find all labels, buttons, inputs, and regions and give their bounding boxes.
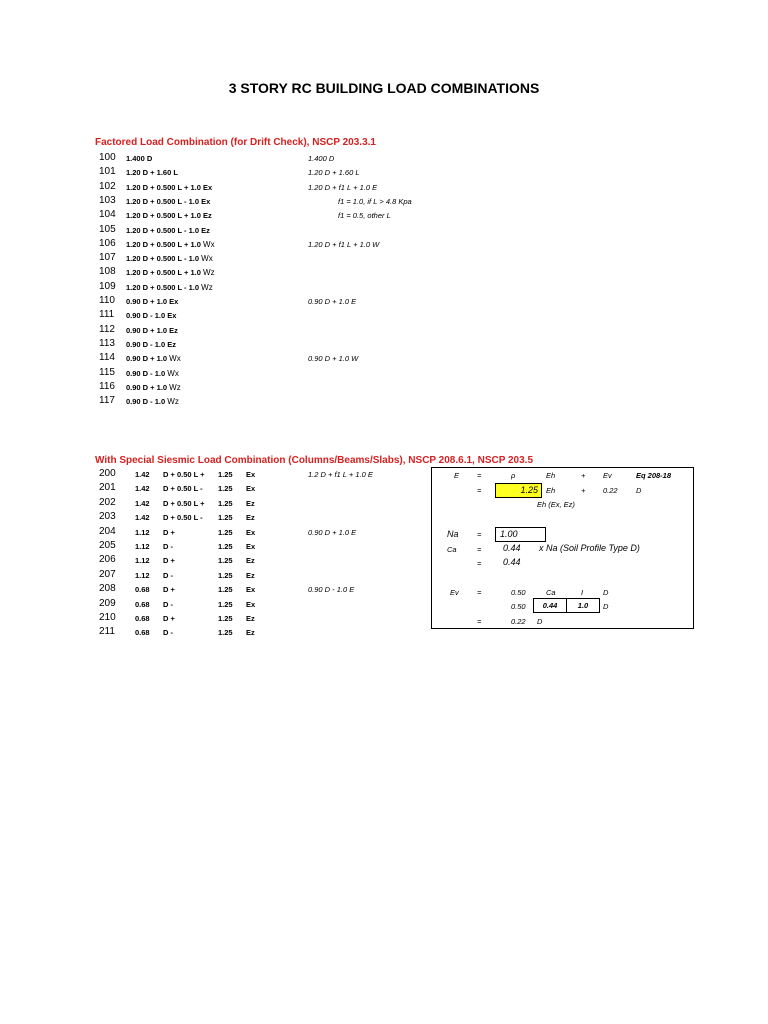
combination-text: 0.90 D + 1.0 [126, 382, 168, 392]
calc-D-3: D [603, 602, 609, 611]
calc-Ev: Ev [603, 471, 612, 480]
row-number: 200 [99, 468, 116, 479]
combination-text: 0.90 D - 1.0 Ez [126, 339, 177, 349]
row-number: 116 [99, 380, 115, 392]
load-terms: D - [163, 599, 173, 609]
calc-half: 0.50 [511, 588, 526, 597]
rho-value-cell[interactable]: 1.25 [495, 483, 542, 498]
combination-formula [126, 326, 178, 335]
combination-formula [126, 369, 179, 378]
combination-text: 0.90 D + 1.0 Ez [126, 325, 178, 335]
calc-I-sym: I [581, 588, 584, 597]
calc-Eh: Eh [546, 471, 556, 480]
calc-Ca-label: Ca [447, 545, 457, 554]
wind-direction: Wz [167, 397, 179, 407]
calc-Na-label: Na [447, 529, 459, 539]
combination-formula [126, 154, 152, 163]
row-number: 205 [99, 540, 116, 551]
combination-text: 0.90 D - 1.0 [126, 368, 166, 378]
dead-load-factor: 0.68 [135, 614, 150, 623]
combination-formula [126, 268, 215, 277]
combination-formula [126, 283, 213, 292]
seismic-factor: 1.25 [218, 614, 233, 623]
calc-equals-2: = [477, 486, 482, 495]
row-number: 202 [99, 496, 116, 508]
row-number: 115 [99, 366, 115, 378]
load-terms: D - [163, 628, 173, 638]
row-number: 105 [99, 223, 116, 235]
formula-note: 0.90 D + 1.0 E [308, 297, 357, 306]
calc-plus-2: + [581, 486, 586, 495]
wind-direction: Wz [201, 282, 213, 292]
combination-text: 0.90 D - 1.0 [126, 397, 166, 407]
calc-E: E [454, 471, 460, 480]
seismic-factor: 1.25 [218, 542, 233, 551]
seismic-factor: 1.25 [218, 585, 233, 595]
combination-text: 0.90 D + 1.0 Ex [126, 297, 179, 306]
section1-heading: Factored Load Combination (for Drift Check), NSCP 203.3.1 [95, 137, 376, 148]
combination-text: 1.20 D + 0.500 L + 1.0 [126, 268, 201, 278]
combination-formula [126, 183, 212, 192]
formula-note: 0.90 D + 1.0 E [308, 527, 357, 537]
seismic-direction: Ex [246, 470, 256, 479]
load-terms: D + 0.50 L + [163, 498, 205, 508]
calc-plus-1: + [581, 471, 586, 480]
seismic-factor: 1.25 [218, 498, 233, 508]
row-number: 211 [99, 626, 115, 638]
dead-load-factor: 1.42 [135, 484, 150, 494]
calc-D-4: D [537, 617, 543, 626]
load-terms: D + [163, 556, 175, 566]
seismic-direction: Ez [246, 498, 255, 508]
combination-formula [126, 197, 210, 206]
load-terms: D + [163, 585, 175, 595]
seismic-factor: 1.25 [218, 570, 233, 580]
combination-formula [126, 168, 178, 177]
calc-equals-4: = [477, 545, 482, 554]
dead-load-factor: 1.12 [135, 527, 150, 537]
combination-text: 1.400 D [126, 154, 153, 163]
wind-direction: Wz [203, 268, 215, 278]
calc-equals-6: = [477, 588, 482, 597]
combination-formula [126, 226, 210, 235]
formula-note: 1.400 D [308, 154, 335, 163]
combination-formula [126, 311, 176, 320]
combination-text: 1.20 D + 0.500 L + 1.0 Ez [126, 211, 212, 221]
row-number: 101 [99, 166, 116, 178]
load-terms: D - [163, 570, 173, 580]
combination-text: 0.90 D + 1.0 [126, 354, 168, 364]
seismic-direction: Ex [246, 527, 256, 537]
wind-direction: Wx [169, 354, 181, 364]
row-number: 114 [99, 352, 115, 364]
row-number: 209 [99, 597, 116, 609]
combination-text: 1.20 D + 0.500 L - 1.0 [126, 282, 200, 292]
seismic-direction: Ex [246, 484, 256, 494]
seismic-factor: 1.25 [218, 513, 233, 523]
formula-note: 1.2 D + f1 L + 1.0 E [308, 470, 373, 479]
load-terms: D + [163, 527, 175, 537]
formula-note: 1.20 D + 1.60 L [308, 168, 360, 178]
dead-load-factor: 1.12 [135, 570, 150, 580]
row-number: 110 [99, 295, 115, 306]
formula-note: 0.90 D - 1.0 E [308, 585, 355, 595]
wind-direction: Wx [203, 239, 215, 249]
formula-note: f1 = 1.0, if L > 4.8 Kpa [338, 196, 412, 206]
na-value-cell[interactable]: 1.00 [495, 527, 546, 542]
combination-formula [126, 211, 212, 220]
row-number: 112 [99, 323, 115, 335]
combination-formula [126, 297, 178, 306]
load-terms: D + 0.50 L - [163, 484, 203, 494]
load-terms: D + [163, 614, 175, 623]
row-number: 207 [99, 568, 116, 580]
load-terms: D + 0.50 L + [163, 470, 205, 479]
calc-eh-note: Eh (Ex, Ez) [537, 500, 575, 509]
seismic-direction: Ez [246, 570, 255, 580]
load-terms: D + 0.50 L - [163, 513, 203, 523]
calc-D-2: D [603, 588, 609, 597]
wind-direction: Wx [201, 254, 213, 264]
formula-note: 1.20 D + f1 L + 1.0 W [308, 239, 380, 249]
row-number: 108 [99, 266, 116, 278]
calc-Ca-value: 0.44 [503, 543, 521, 553]
dead-load-factor: 0.68 [135, 585, 150, 595]
combination-formula [126, 240, 215, 249]
seismic-factor: 1.25 [218, 527, 233, 537]
calc-Eh-2: Eh [546, 486, 556, 495]
seismic-factor: 1.25 [218, 470, 233, 479]
row-number: 206 [99, 554, 116, 566]
row-number: 102 [99, 180, 116, 192]
seismic-factor: 1.25 [218, 484, 233, 494]
row-number: 111 [99, 309, 115, 321]
dead-load-factor: 1.42 [135, 498, 150, 508]
row-number: 107 [99, 252, 116, 264]
calc-equals-7: = [477, 617, 482, 626]
dead-load-factor: 1.12 [135, 542, 150, 551]
combination-formula [126, 340, 176, 349]
calc-equals-5: = [477, 559, 482, 568]
calc-Ev-value: 0.22 [603, 486, 618, 495]
row-number: 113 [99, 337, 115, 349]
dead-load-factor: 1.42 [135, 513, 150, 523]
row-number: 201 [99, 482, 116, 494]
calc-equals-1: = [477, 471, 482, 480]
combination-text: 0.90 D - 1.0 Ex [126, 311, 177, 321]
calc-Ev-result: 0.22 [511, 617, 526, 626]
row-number: 104 [99, 209, 116, 221]
load-terms: D - [163, 542, 173, 551]
seismic-direction: Ez [246, 513, 255, 523]
formula-note: 0.90 D + 1.0 W [308, 354, 359, 364]
row-number: 210 [99, 612, 116, 623]
calc-equals-3: = [477, 530, 482, 539]
combination-text: 1.20 D + 0.500 L - 1.0 [126, 254, 200, 264]
calc-rho: ρ [511, 471, 516, 480]
calc-half-2: 0.50 [511, 602, 526, 611]
section2-heading: With Special Siesmic Load Combination (Columns/Beams/Slabs), NSCP 208.6.1, NSCP 203.5 [95, 455, 534, 466]
ca-box-cell[interactable]: 0.44 [533, 598, 567, 613]
calc-Ev-label: Ev [450, 588, 459, 597]
seismic-factor: 1.25 [218, 599, 233, 609]
formula-note: f1 = 0.5, other L [338, 211, 391, 221]
page-title: 3 STORY RC BUILDING LOAD COMBINATIONS [228, 80, 540, 96]
wind-direction: Wx [167, 368, 179, 378]
seismic-direction: Ez [246, 614, 255, 623]
seismic-direction: Ez [246, 556, 255, 566]
seismic-direction: Ex [246, 542, 256, 551]
seismic-factor: 1.25 [218, 556, 233, 566]
row-number: 106 [99, 237, 116, 249]
row-number: 103 [99, 194, 116, 206]
dead-load-factor: 1.12 [135, 556, 150, 566]
wind-direction: Wz [169, 382, 181, 392]
i-box-cell[interactable]: 1.0 [566, 598, 600, 613]
calc-D: D [636, 486, 642, 495]
combination-text: 1.20 D + 0.500 L + 1.0 [126, 239, 201, 249]
combination-formula [126, 254, 213, 263]
calc-eq-ref: Eq 208-18 [636, 471, 672, 480]
seismic-direction: Ex [246, 599, 256, 609]
combination-formula [126, 354, 181, 363]
row-number: 208 [99, 583, 116, 595]
calc-Ca-note: x Na (Soil Profile Type D) [539, 543, 640, 553]
dead-load-factor: 0.68 [135, 599, 150, 609]
row-number: 204 [99, 525, 116, 537]
row-number: 203 [99, 511, 116, 523]
combination-formula [126, 383, 181, 392]
row-number: 100 [99, 152, 116, 163]
row-number: 109 [99, 280, 116, 292]
combination-text: 1.20 D + 1.60 L [126, 168, 178, 178]
formula-note: 1.20 D + f1 L + 1.0 E [308, 182, 378, 192]
calc-Ca-value-2: 0.44 [503, 557, 521, 567]
row-number: 117 [99, 395, 115, 407]
dead-load-factor: 0.68 [135, 628, 150, 638]
combination-text: 1.20 D + 0.500 L - 1.0 Ez [126, 225, 210, 235]
seismic-direction: Ex [246, 585, 256, 595]
seismic-factor: 1.25 [218, 628, 233, 638]
dead-load-factor: 1.42 [135, 470, 150, 479]
combination-text: 1.20 D + 0.500 L - 1.0 Ex [126, 196, 211, 206]
combination-formula [126, 397, 179, 406]
calc-Ca-sym: Ca [546, 588, 556, 597]
seismic-direction: Ez [246, 628, 255, 638]
combination-text: 1.20 D + 0.500 L + 1.0 Ex [126, 182, 213, 192]
